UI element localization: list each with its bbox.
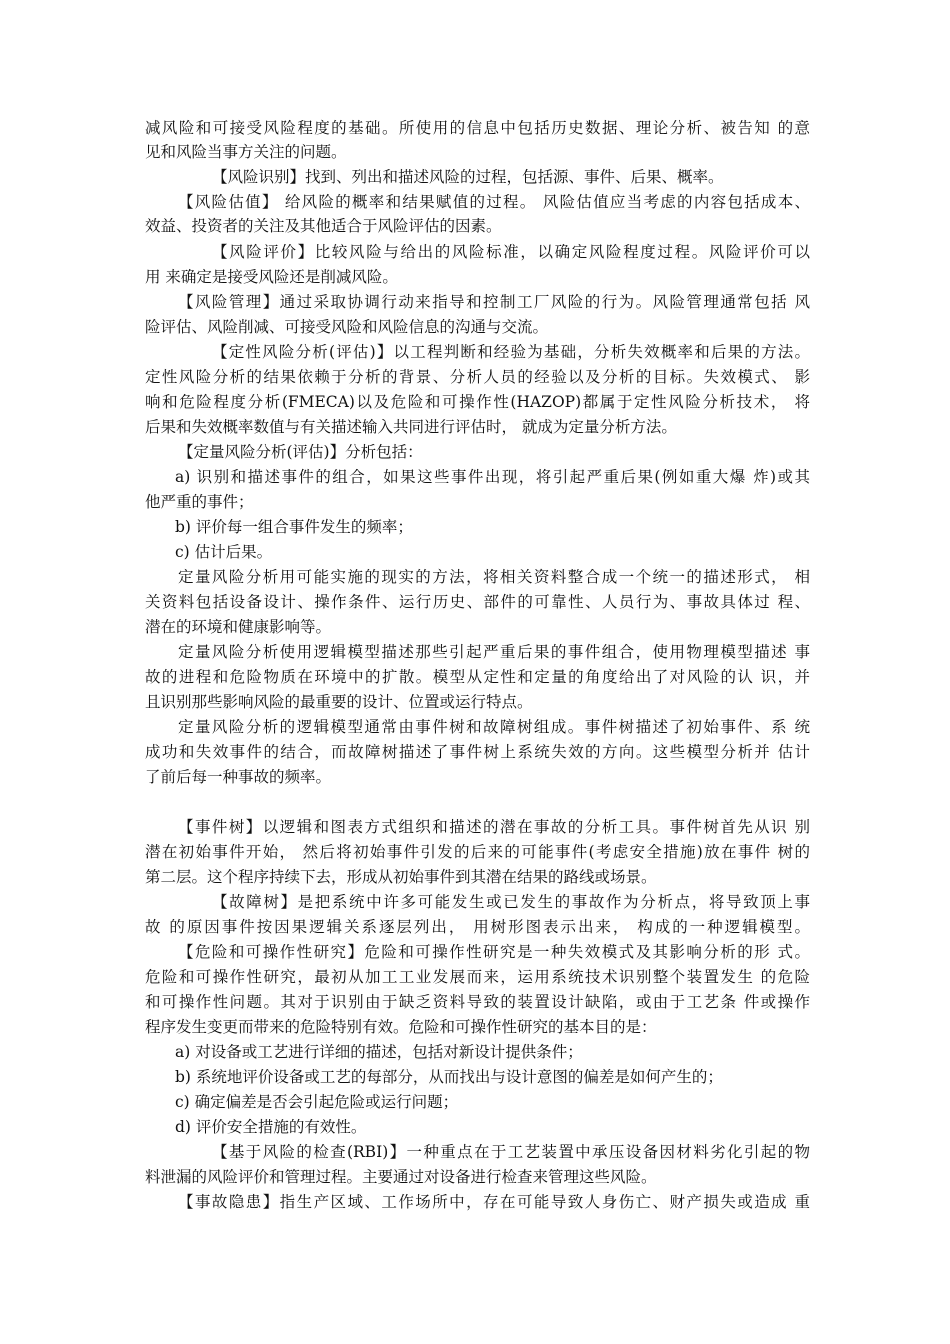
text-line: 效益、投资者的关注及其他适合于风险评估的因素。 — [145, 217, 502, 235]
list-item: d) 评价安全措施的有效性。 — [175, 1118, 367, 1136]
text-line: 他严重的事件； — [145, 493, 254, 511]
text-line: 定量风险分析用可能实施的现实的方法，将相关资料整合成一个统一的描述形式， 相 — [178, 568, 810, 586]
text-line: 潜在初始事件开始， 然后将初始事件引发的后来的可能事件(考虑安全措施)放在事件 树的 — [145, 843, 810, 861]
text-line: 用 来确定是接受风险还是削减风险。 — [145, 268, 398, 286]
text-line: 定性风险分析的结果依赖于分析的背景、分析人员的经验以及分析的目标。失效模式、 影 — [145, 368, 810, 386]
list-item: a) 识别和描述事件的组合，如果这些事件出现，将引起严重后果(例如重大爆 炸)或其 — [175, 468, 810, 486]
list-item: b) 评价每一组合事件发生的频率； — [175, 518, 413, 536]
text-line: 潜在的环境和健康影响等。 — [145, 618, 332, 636]
text-line: 危险和可操作性研究，最初从加工工业发展而来，运用系统技术识别整个装置发生 的危险 — [145, 968, 810, 986]
text-line: 程序发生变更而带来的危险特别有效。危险和可操作性研究的基本目的是： — [145, 1018, 657, 1036]
text-line: 【基于风险的检查(RBI)】一种重点在于工艺装置中承压设备因材料劣化引起的物 — [212, 1143, 810, 1161]
text-line: 了前后每一种事故的频率。 — [145, 768, 332, 786]
list-item: c) 确定偏差是否会引起危险或运行问题； — [175, 1093, 459, 1111]
list-item: b) 系统地评价设备或工艺的每部分，从而找出与设计意图的偏差是如何产生的； — [175, 1068, 723, 1086]
text-line: 【风险识别】找到、列出和描述风险的过程，包括源、事件、后果、概率。 — [212, 168, 724, 186]
text-line: 【定性风险分析(评估)】以工程判断和经验为基础，分析失效概率和后果的方法。 — [212, 343, 810, 361]
text-line: 减风险和可接受风险程度的基础。所使用的信息中包括历史数据、理论分析、被告知 的意 — [145, 119, 810, 137]
text-line: 故 的原因事件按因果逻辑关系逐层列出， 用树形图表示出来， 构成的一种逻辑模型。 — [145, 918, 810, 936]
text-line: 定量风险分析使用逻辑模型描述那些引起严重后果的事件组合，使用物理模型描述 事 — [178, 643, 810, 661]
text-line: 【定量风险分析(评估)】分析包括： — [178, 443, 423, 461]
text-line: 【危险和可操作性研究】危险和可操作性研究是一种失效模式及其影响分析的形 式。 — [178, 943, 810, 961]
list-item: a) 对设备或工艺进行详细的描述，包括对新设计提供条件； — [175, 1043, 583, 1061]
text-line: 第二层。这个程序持续下去，形成从初始事件到其潜在结果的路线或场景。 — [145, 868, 657, 886]
text-line: 关资料包括设备设计、操作条件、运行历史、部件的可靠性、人员行为、事故具体过 程、 — [145, 593, 810, 611]
text-line: 【风险估值】 给风险的概率和结果赋值的过程。 风险估值应当考虑的内容包括成本、 — [178, 193, 810, 211]
text-line: 【事故隐患】指生产区域、工作场所中，存在可能导致人身伤亡、财产损失或造成 重 — [178, 1193, 810, 1211]
text-line: 后果和失效概率数值与有关描述输入共同进行评估时， 就成为定量分析方法。 — [145, 418, 677, 436]
text-line: 料泄漏的风险评价和管理过程。主要通过对设备进行检查来管理这些风险。 — [145, 1168, 657, 1186]
text-line: 定量风险分析的逻辑模型通常由事件树和故障树组成。事件树描述了初始事件、系 统 — [178, 718, 810, 736]
text-line: 见和风险当事方关注的问题。 — [145, 143, 347, 161]
text-line: 且识别那些影响风险的最重要的设计、位置或运行特点。 — [145, 693, 533, 711]
text-line: 和可操作性问题。其对于识别由于缺乏资料导致的装置设计缺陷，或由于工艺条 件或操作 — [145, 993, 810, 1011]
list-item: c) 估计后果。 — [175, 543, 273, 561]
text-line: 【风险管理】通过采取协调行动来指导和控制工厂风险的行为。风险管理通常包括 风 — [178, 293, 810, 311]
text-line: 故的进程和危险物质在环境中的扩散。模型从定性和定量的角度给出了对风险的认 识，并 — [145, 668, 810, 686]
text-line: 险评估、风险削减、可接受风险和风险信息的沟通与交流。 — [145, 318, 549, 336]
text-line: 响和危险程度分析(FMECA)以及危险和可操作性(HAZOP)都属于定性风险分析技术， 将 — [145, 393, 810, 411]
text-line: 【故障树】是把系统中许多可能发生或已发生的事故作为分析点，将导致顶上事 — [212, 893, 810, 911]
text-line: 成功和失效事件的结合，而故障树描述了事件树上系统失效的方向。这些模型分析并 估计 — [145, 743, 810, 761]
text-line: 【事件树】以逻辑和图表方式组织和描述的潜在事故的分析工具。事件树首先从识 别 — [178, 818, 810, 836]
text-line: 【风险评价】比较风险与给出的风险标准，以确定风险程度过程。风险评价可以 — [212, 243, 810, 261]
